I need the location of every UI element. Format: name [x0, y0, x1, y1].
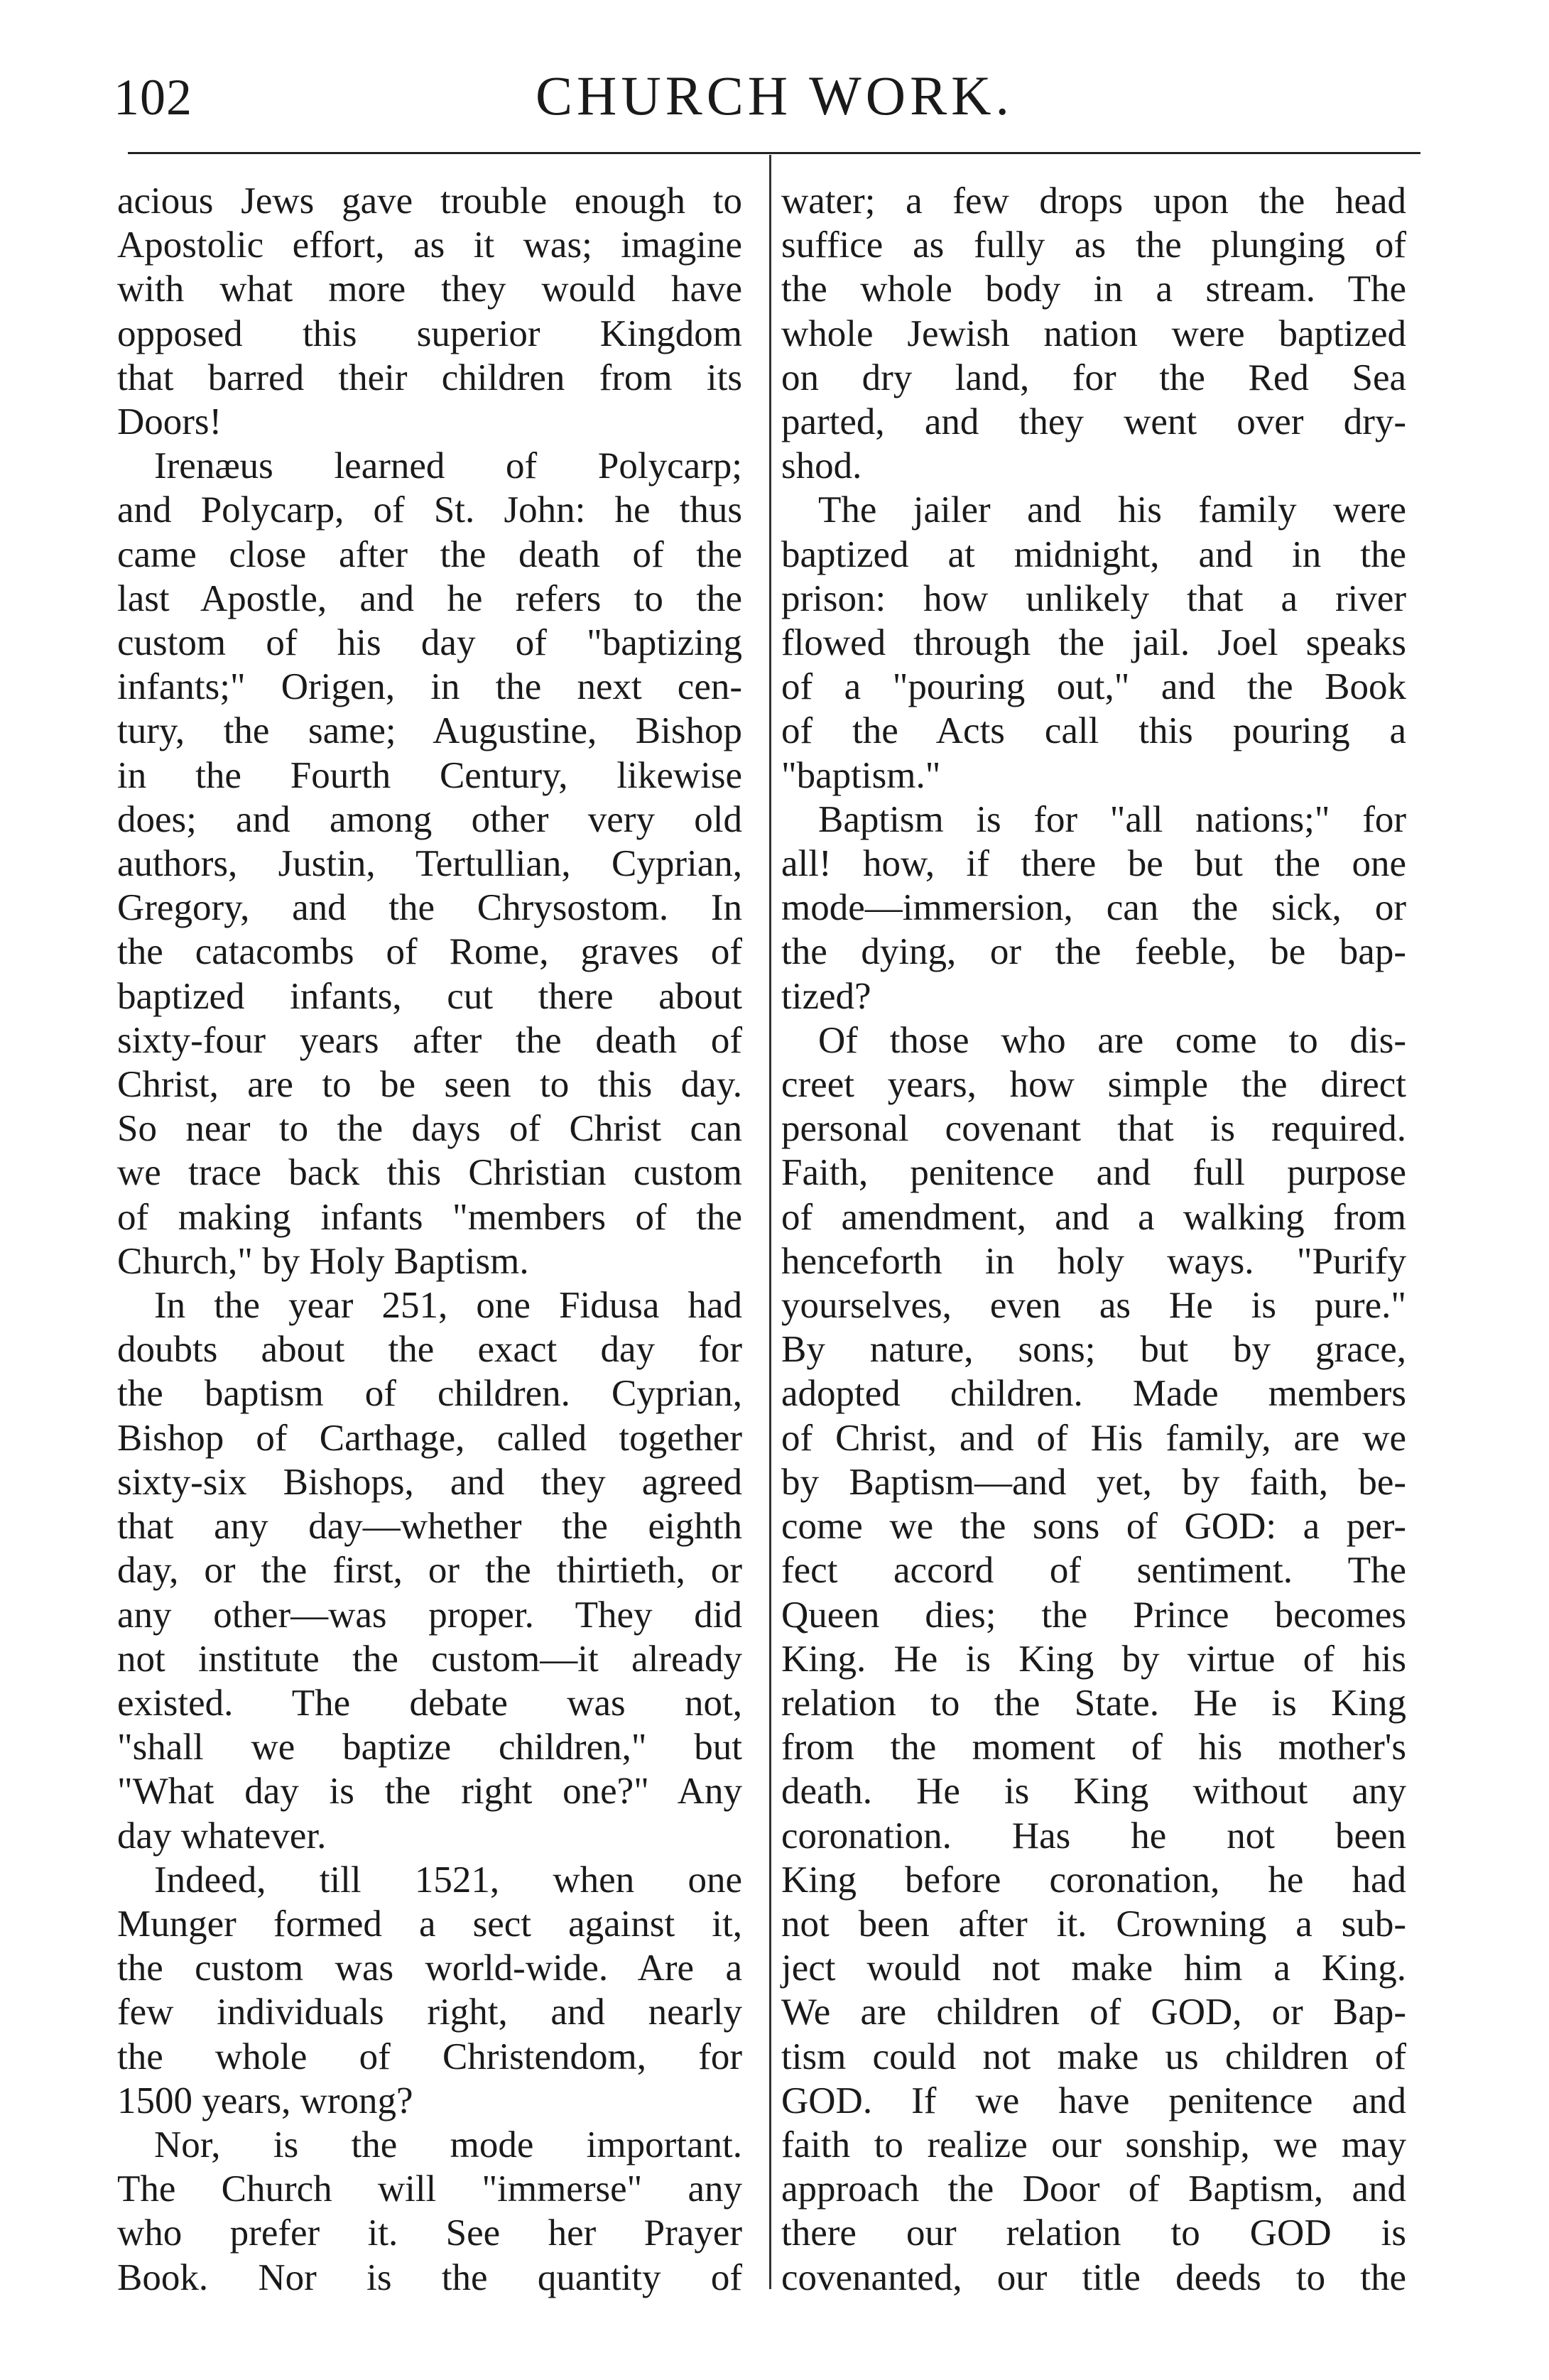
text-line: baptized infants, cut there about	[117, 975, 742, 1017]
text-line: "What day is the right one?" Any	[117, 1771, 742, 1813]
text-line: creet years, how simple the direct	[781, 1064, 1406, 1106]
text-line: "shall we baptize children," but	[117, 1727, 742, 1768]
text-line: relation to the State. He is King	[781, 1682, 1406, 1724]
text-line: sixty-four years after the death of	[117, 1019, 742, 1061]
text-line: 1500 years, wrong?	[117, 2080, 413, 2121]
text-line: custom of his day of "baptizing	[117, 622, 742, 664]
running-head: CHURCH WORK.	[536, 65, 1013, 126]
text-line: Queen dies; the Prince becomes	[781, 1594, 1406, 1636]
text-line: baptized at midnight, and in the	[781, 533, 1406, 575]
text-line: Indeed, till 1521, when one	[154, 1859, 742, 1901]
text-line: coronation. Has he not been	[781, 1815, 1406, 1857]
text-line: Church," by Holy Baptism.	[117, 1240, 529, 1282]
text-line: The jailer and his family were	[818, 489, 1406, 531]
text-line: opposed this superior Kingdom	[117, 313, 742, 354]
text-line: Munger formed a sect against it,	[117, 1903, 742, 1945]
text-line: sixty-six Bishops, and they agreed	[117, 1461, 742, 1503]
text-line: Baptism is for "all nations;" for	[818, 798, 1406, 840]
text-line: The Church will "immerse" any	[117, 2168, 742, 2210]
text-line: By nature, sons; but by grace,	[781, 1329, 1406, 1371]
text-line: So near to the days of Christ can	[117, 1108, 742, 1150]
text-line: water; a few drops upon the head	[781, 180, 1406, 222]
text-line: from the moment of his mother's	[781, 1727, 1406, 1768]
text-line: of the Acts call this pouring a	[781, 710, 1406, 752]
text-line: mode—immersion, can the sick, or	[781, 887, 1406, 929]
text-line: of a "pouring out," and the Book	[781, 666, 1406, 708]
text-line: suffice as fully as the plunging of	[781, 224, 1406, 266]
text-line: covenanted, our title deeds to the	[781, 2256, 1406, 2298]
text-line: the catacombs of Rome, graves of	[117, 931, 742, 973]
text-line: henceforth in holy ways. "Purify	[781, 1240, 1406, 1282]
text-line: In the year 251, one Fidusa had	[154, 1285, 742, 1327]
text-line: Irenæus learned of Polycarp;	[154, 445, 742, 487]
text-line: Faith, penitence and full purpose	[781, 1152, 1406, 1194]
text-line: not institute the custom—it already	[117, 1638, 742, 1680]
page-header	[0, 60, 1549, 145]
text-line: Nor, is the mode important.	[154, 2124, 742, 2166]
text-line: "baptism."	[781, 754, 941, 796]
text-line: the whole of Christendom, for	[117, 2036, 742, 2077]
text-line: of amendment, and a walking from	[781, 1196, 1406, 1238]
text-line: any other—was proper. They did	[117, 1594, 742, 1636]
text-line: adopted children. Made members	[781, 1373, 1406, 1415]
text-line: the dying, or the feeble, be bap-	[781, 931, 1406, 973]
text-line: death. He is King without any	[781, 1771, 1406, 1813]
text-line: we trace back this Christian custom	[117, 1152, 742, 1194]
text-line: faith to realize our sonship, we may	[781, 2124, 1406, 2166]
text-line: on dry land, for the Red Sea	[781, 357, 1406, 398]
text-line: and Polycarp, of St. John: he thus	[117, 489, 742, 531]
text-line: fect accord of sentiment. The	[781, 1550, 1406, 1592]
text-line: Gregory, and the Chrysostom. In	[117, 887, 742, 929]
text-line: tury, the same; Augustine, Bishop	[117, 710, 742, 752]
text-line: infants;" Origen, in the next cen-	[117, 666, 742, 708]
text-line: acious Jews gave trouble enough to	[117, 180, 742, 222]
text-line: come we the sons of GOD: a per-	[781, 1506, 1406, 1548]
text-line: does; and among other very old	[117, 798, 742, 840]
text-line: parted, and they went over dry-	[781, 401, 1406, 443]
text-line: whole Jewish nation were baptized	[781, 313, 1406, 354]
text-line: day, or the first, or the thirtieth, or	[117, 1550, 742, 1592]
text-line: doubts about the exact day for	[117, 1329, 742, 1371]
text-line: Bishop of Carthage, called together	[117, 1417, 742, 1459]
text-line: GOD. If we have penitence and	[781, 2080, 1406, 2121]
text-line: day whatever.	[117, 1815, 327, 1857]
text-line: Doors!	[117, 401, 222, 443]
text-line: personal covenant that is required.	[781, 1108, 1406, 1150]
text-line: the custom was world-wide. Are a	[117, 1947, 742, 1989]
text-line: by Baptism—and yet, by faith, be-	[781, 1461, 1406, 1503]
text-line: yourselves, even as He is pure."	[781, 1285, 1406, 1327]
column-divider	[769, 155, 771, 2289]
text-line: tism could not make us children of	[781, 2036, 1406, 2077]
text-line: We are children of GOD, or Bap-	[781, 1992, 1406, 2033]
text-line: who prefer it. See her Prayer	[117, 2212, 742, 2254]
text-line: of Christ, and of His family, are we	[781, 1417, 1406, 1459]
text-line: authors, Justin, Tertullian, Cyprian,	[117, 843, 742, 885]
text-line: all! how, if there be but the one	[781, 843, 1406, 885]
text-line: flowed through the jail. Joel speaks	[781, 622, 1406, 664]
text-line: approach the Door of Baptism, and	[781, 2168, 1406, 2210]
text-line: ject would not make him a King.	[781, 1947, 1406, 1989]
text-line: the baptism of children. Cyprian,	[117, 1373, 742, 1415]
text-line: the whole body in a stream. The	[781, 268, 1406, 310]
text-line: prison: how unlikely that a river	[781, 577, 1406, 619]
text-line: tized?	[781, 975, 871, 1017]
header-rule	[128, 152, 1420, 154]
right-column	[781, 179, 1406, 2300]
text-line: came close after the death of the	[117, 533, 742, 575]
text-line: that any day—whether the eighth	[117, 1506, 742, 1548]
text-line: Christ, are to be seen to this day.	[117, 1064, 742, 1106]
page-number: 102	[114, 69, 192, 126]
text-line: of making infants "members of the	[117, 1196, 742, 1238]
text-line: few individuals right, and nearly	[117, 1992, 742, 2033]
text-line: with what more they would have	[117, 268, 742, 310]
left-column	[117, 179, 742, 2300]
text-line: shod.	[781, 445, 862, 487]
text-line: last Apostle, and he refers to the	[117, 577, 742, 619]
text-line: in the Fourth Century, likewise	[117, 754, 742, 796]
text-line: Book. Nor is the quantity of	[117, 2256, 742, 2298]
text-line: Of those who are come to dis-	[818, 1019, 1406, 1061]
text-line: that barred their children from its	[117, 357, 742, 398]
text-line: Apostolic effort, as it was; imagine	[117, 224, 742, 266]
text-line: King before coronation, he had	[781, 1859, 1406, 1901]
text-line: existed. The debate was not,	[117, 1682, 742, 1724]
text-line: King. He is King by virtue of his	[781, 1638, 1406, 1680]
text-line: not been after it. Crowning a sub-	[781, 1903, 1406, 1945]
text-line: there our relation to GOD is	[781, 2212, 1406, 2254]
